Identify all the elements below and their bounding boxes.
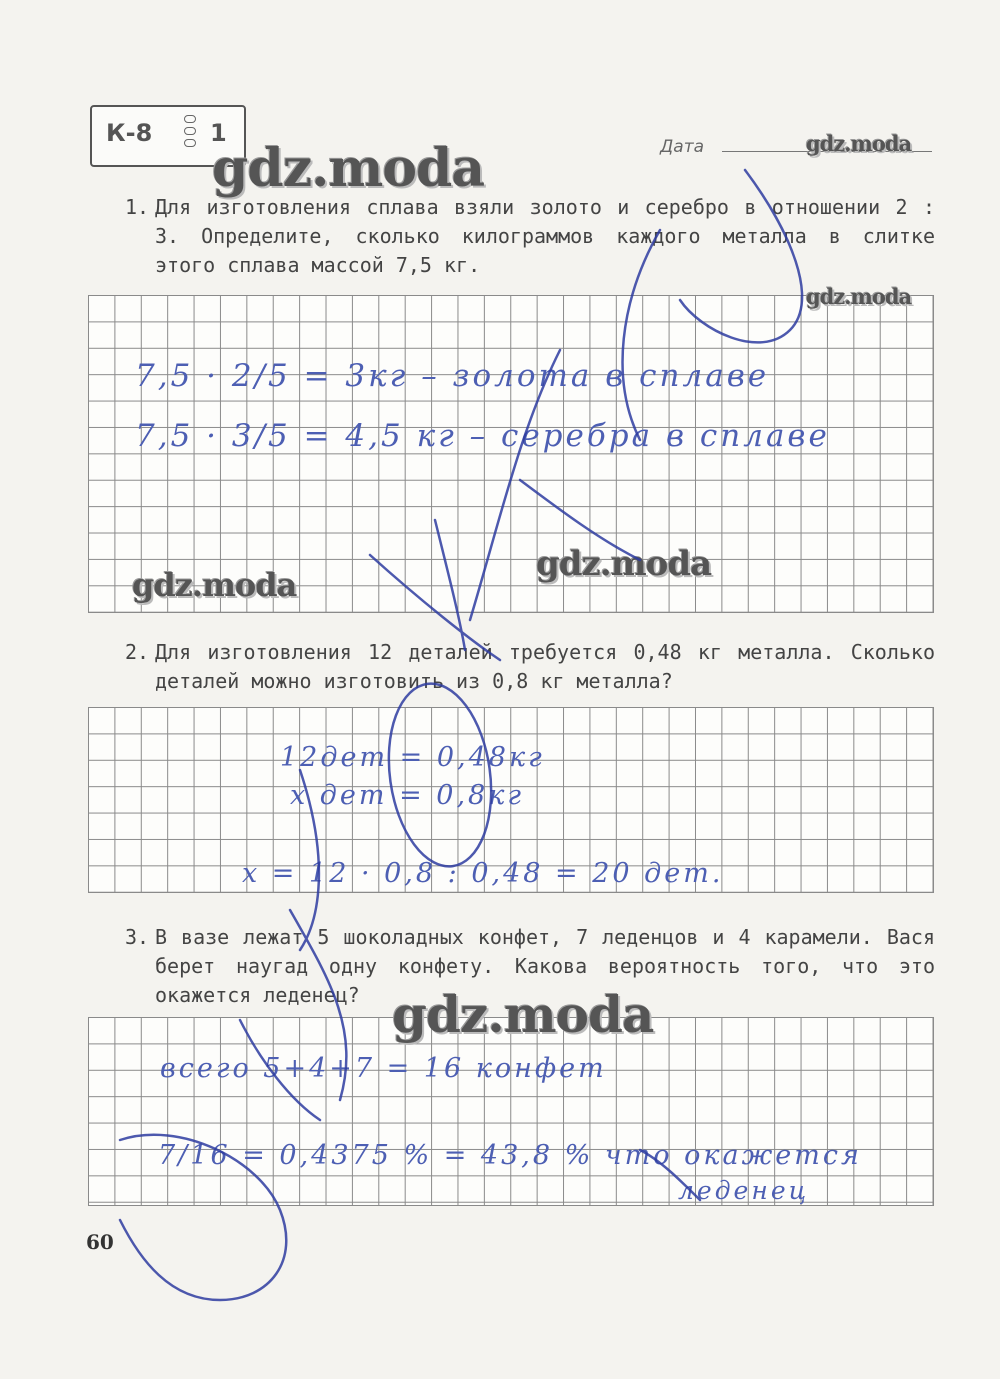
task-text: Для изготовления 12 деталей требуется 0,48 кг металла. Сколько деталей можно изготовить из 0,8 кг металла? (155, 640, 935, 693)
answer-line: всего 5+4+7 = 16 конфет (160, 1053, 607, 1084)
variant-number: 1 (210, 119, 227, 147)
task-number: 3. (125, 925, 150, 949)
answer-line: 12дет = 0,48кг (280, 742, 545, 773)
watermark: gdz.moda (536, 544, 712, 584)
watermark: gdz.moda (212, 138, 485, 199)
test-code: К-8 (106, 119, 153, 147)
answer-line: 7,5 · 3/5 = 4,5 кг – серебра в сплаве (135, 418, 830, 454)
answer-line: 7/16 = 0,4375 % = 43,8 % что окажется (158, 1140, 862, 1171)
task-text: В вазе лежат 5 шоколадных конфет, 7 леденцов и 4 карамели. Вася берет наугад одну конфету. Какова вероятность того, что это окажется леденец? (155, 925, 935, 1007)
task-number: 2. (125, 640, 150, 664)
answer-line: x дет = 0,8кг (290, 780, 524, 811)
watermark: gdz.moda (806, 284, 912, 309)
task-text: Для изготовления сплава взяли золото и серебро в отношении 2 : 3. Определите, сколько килограммов каждого металла в слитке этого сплава массой 7,5 кг. (155, 195, 935, 277)
watermark: gdz.moda (806, 131, 912, 156)
task-2 (125, 638, 935, 696)
task-1 (125, 193, 935, 280)
answer-line: 7,5 · 2/5 = 3кг – золота в сплаве (135, 358, 770, 394)
watermark: gdz.moda (392, 985, 654, 1044)
binder-rings-icon (184, 115, 198, 155)
page-number: 60 (86, 1230, 114, 1254)
watermark: gdz.moda (132, 566, 297, 604)
task-number: 1. (125, 195, 150, 219)
answer-line: леденец (678, 1176, 810, 1205)
answer-line: x = 12 · 0,8 : 0,48 = 20 дет. (242, 858, 724, 889)
date-label: Дата (660, 137, 705, 157)
